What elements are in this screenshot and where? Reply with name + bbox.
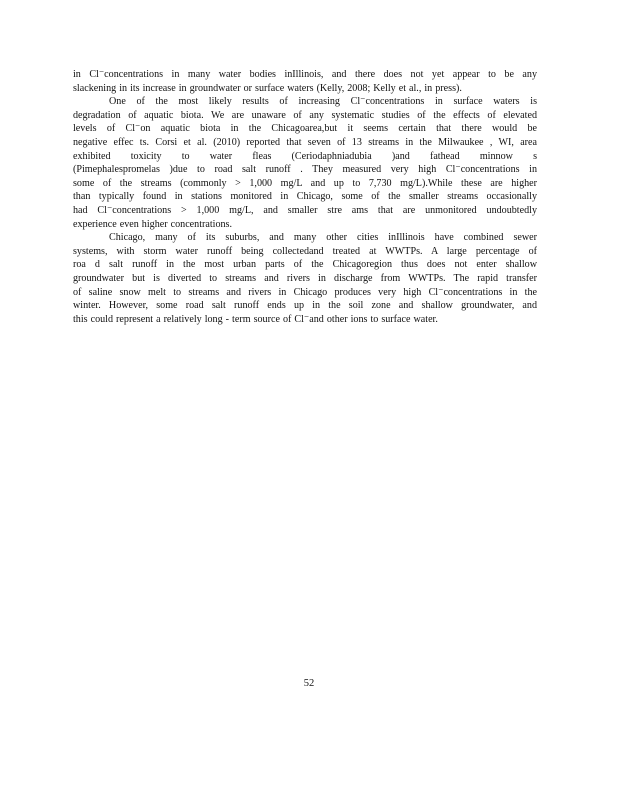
paragraph-start-line: One of the most likely results of increasing Cl⁻concentrations in surface waters is (109, 96, 537, 108)
text-line: winter. However, some road salt runoff ends up in the soil zone and shallow groundwater, and (73, 300, 537, 312)
text-line: this could represent a relatively long - term source of Cl⁻and other ions to surface water. (73, 313, 438, 325)
text-line: (Pimephalespromelas )due to road salt runoff . They measured very high Cl⁻concentrations in (73, 164, 537, 176)
paragraph-start-line: Chicago, many of its suburbs, and many other cities inIllinois have combined sewer (109, 232, 537, 244)
text-line: negative effec ts. Corsi et al. (2010) reported that seven of 13 streams in the Milwaukee , WI, area (73, 136, 537, 148)
text-line: of saline snow melt to streams and rivers in Chicago produces very high Cl⁻concentrations in the (73, 286, 537, 298)
text-line: slackening in its increase in groundwater or surface waters (Kelly, 2008; Kelly et al., in press). (73, 82, 462, 94)
text-line: roa d salt runoff in the most urban parts of the Chicagoregion thus does not enter shallow (73, 259, 537, 271)
text-line: in Cl⁻concentrations in many water bodies inIllinois, and there does not yet appear to be any (73, 69, 537, 80)
text-line: experience even higher concentrations. (73, 218, 232, 230)
text-line: levels of Cl⁻on aquatic biota in the Chicagoarea,but it seems certain that there would be (73, 123, 537, 135)
text-line: exhibited toxicity to water fleas (Ceriodaphniadubia )and fathead minnow s (73, 150, 537, 162)
page-number: 52 (303, 678, 315, 689)
text-line: some of the streams (commonly > 1,000 mg/L and up to 7,730 mg/L).While these are higher (73, 177, 537, 189)
text-line: systems, with storm water runoff being collectedand treated at WWTPs. A large percentage of (73, 245, 537, 257)
text-line: degradation of aquatic biota. We are unaware of any systematic studies of the effects of elevated (73, 109, 537, 121)
text-line: than typically found in stations monitored in Chicago, some of the smaller streams occasionally (73, 191, 537, 203)
text-line: groundwater but is diverted to streams and rivers in discharge from WWTPs. The rapid transfer (73, 272, 537, 284)
text-line: had Cl⁻concentrations > 1,000 mg/L, and smaller stre ams that are unmonitored undoubtedly (73, 204, 537, 216)
body-text (73, 68, 537, 326)
